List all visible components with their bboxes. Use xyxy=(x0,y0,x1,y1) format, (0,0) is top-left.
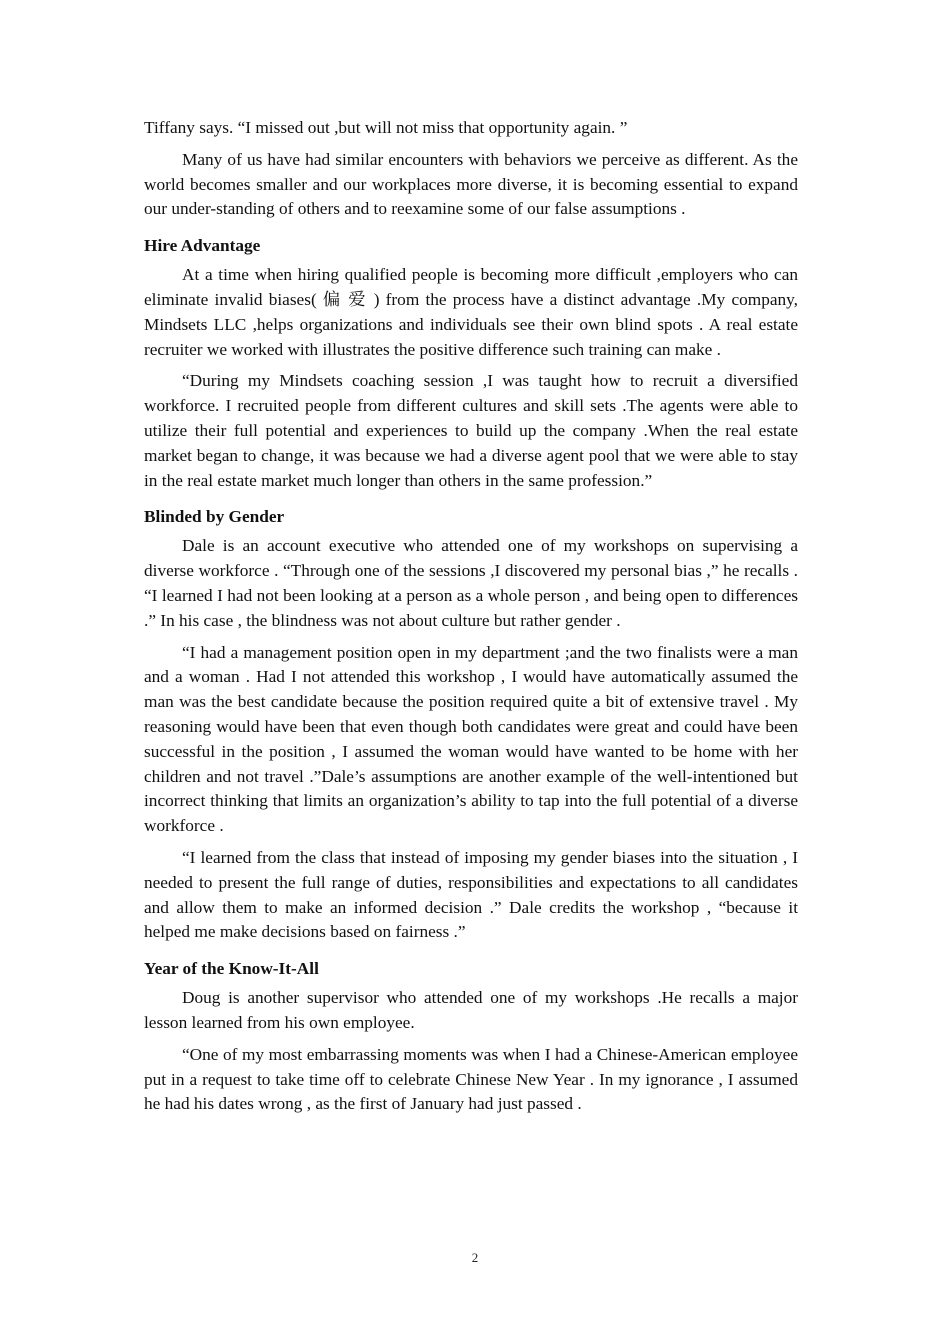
document-body xyxy=(144,116,798,1124)
section-paragraph: “I learned from the class that instead of imposing my gender biases into the situation , I needed to present the full range of duties, responsibilities and expectations to all candidates and allow them to make an informed decision .” Dale credits the workshop , “because it helped me make decisions based on fairness .” xyxy=(144,847,798,942)
section-paragraph: Doug is another supervisor who attended one of my workshops .He recalls a major lesson learned from his own employee. xyxy=(144,988,798,1032)
section-paragraph: Dale is an account executive who attended one of my workshops on supervising a diverse workforce . “Through one of the sessions ,I discovered my personal bias ,” he recalls . “I learned I had not been looking at a person as a whole person , and being open to differences .” In his case , the blindness was not about culture but rather gender . xyxy=(144,536,798,630)
section-paragraph: At a time when hiring qualified people is becoming more difficult ,employers who can eliminate invalid biases( 偏 爱 ) from the process have a distinct advantage .My company, Mindsets LLC ,helps organizations and individuals see their own blind spots . A real estate recruiter we worked with illustrates the positive difference such training can make . xyxy=(144,265,798,359)
section-heading-hire-advantage: Hire Advantage xyxy=(144,236,261,256)
intro-paragraph-1: Tiffany says. “I missed out ,but will not miss that opportunity again. ” xyxy=(144,118,628,137)
section-paragraph: “During my Mindsets coaching session ,I was taught how to recruit a diversified workforce. I recruited people from different cultures and skill sets .The agents were able to utilize their full potential and experiences to build up the company .When the real estate market began to change, it was because we had a diverse agent pool that we were able to stay in the real estate market much longer than others in the same profession.” xyxy=(144,371,798,490)
page-number: 2 xyxy=(471,1250,479,1265)
section-heading-blinded-by-gender: Blinded by Gender xyxy=(144,507,285,527)
section-heading-year-of-the-know-it-all: Year of the Know-It-All xyxy=(144,959,319,979)
section-paragraph: “I had a management position open in my department ;and the two finalists were a man and a woman . Had I not attended this workshop , I would have automatically assumed the man was the best candidate because the position required quite a bit of extensive travel . My reasoning would have been that even though both candidates were great and could have been successful in the position , I assumed the woman would have wanted to be home with her children and not travel .”Dale’s assumptions are another example of the well-intentioned but incorrect thinking that limits an organization’s ability to tap into the full potential of a diverse workforce . xyxy=(144,642,798,836)
section-paragraph: “One of my most embarrassing moments was when I had a Chinese-American employee put in a request to take time off to celebrate Chinese New Year . In my ignorance , I assumed he had his dates wrong , as the first of January had just passed . xyxy=(144,1044,798,1114)
intro-paragraph-2: Many of us have had similar encounters with behaviors we perceive as different. As the world becomes smaller and our workplaces more diverse, it is becoming essential to expand our under-standing of others and to reexamine some of our false assumptions . xyxy=(144,149,798,219)
